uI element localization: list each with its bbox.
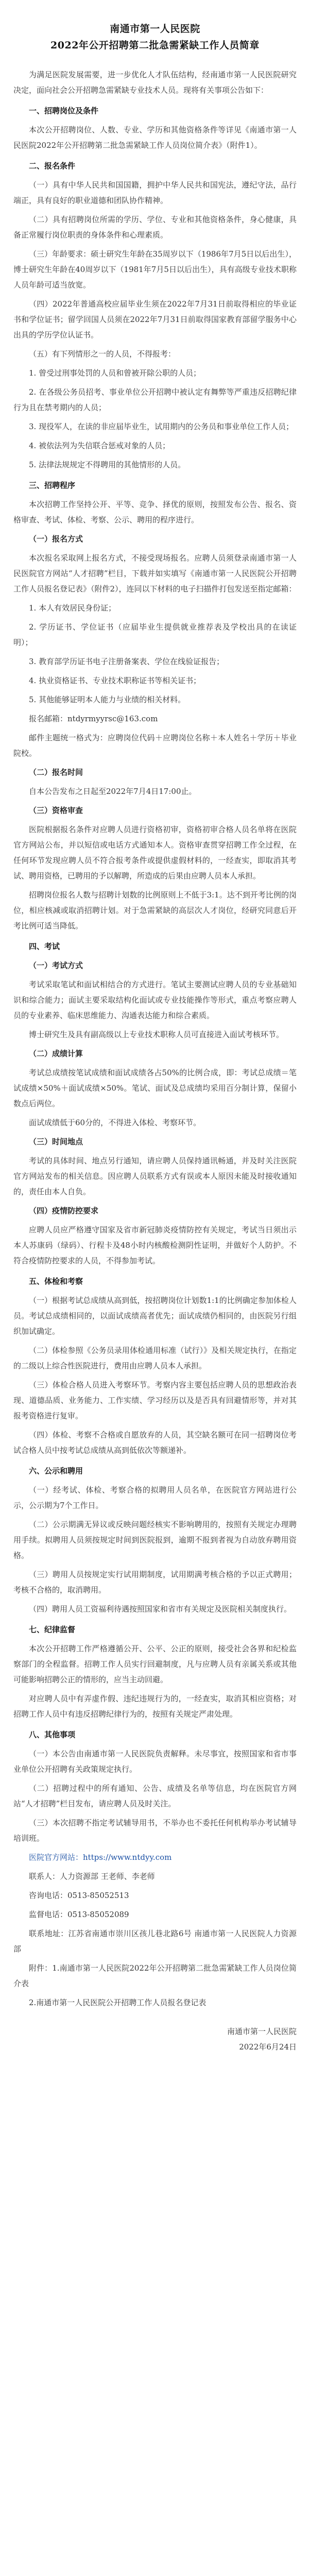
body-paragraph: 为满足医院发展需要，进一步优化人才队伍结构，经南通市第一人民医院研究决定，面向社会公开招聘急需紧缺专业技术人员。现将有关事项公告如下： bbox=[13, 70, 297, 95]
website-paragraph: 医院官方网站：https://www.ntdyy.com bbox=[29, 1853, 172, 1862]
body-paragraph: （一）根据考试总成绩从高到低，按招聘岗位计划数1:1的比例确定参加体检人员。考试总成绩相同的，以面试成绩高者优先；面试成绩仍相同的，由医院另行组织加试确定。 bbox=[13, 1296, 297, 1336]
subsection-heading: （二）报名时间 bbox=[29, 768, 83, 777]
body-paragraph: （二）公示期满无异议或反映问题经核实不影响聘用的，按照有关规定办理聘用手续。拟聘用人员须按规定时间到医院报到，逾期不报到者视为自动放弃聘用资格。 bbox=[13, 1520, 297, 1560]
body-paragraph: （二）招聘过程中的所有通知、公告、成绩及名单等信息，均在医院官方网站“人才招聘”栏目发布，请应聘人员及时关注。 bbox=[13, 1784, 297, 1808]
body-paragraph: 本次招聘工作坚持公开、平等、竞争、择优的原则，按照发布公告、报名、资格审查、考试、体检、考察、公示、聘用的程序进行。 bbox=[13, 500, 297, 524]
signature-block bbox=[13, 2024, 297, 2055]
body-paragraph: 5. 法律法规规定不得聘用的其他情形的人员。 bbox=[29, 460, 186, 469]
body-paragraph: （四）体检、考察不合格或自愿放弃的人员，其空缺名额可在同一招聘岗位考试合格人员中按考试总成绩从高到低依次等额递补。 bbox=[13, 1430, 297, 1455]
subsection-heading: （三）时间地点 bbox=[29, 1137, 83, 1146]
body-paragraph: 监督电话：0513-85052089 bbox=[29, 1910, 129, 1919]
section-heading: 三、招聘程序 bbox=[29, 481, 76, 490]
body-paragraph: 4. 执业资格证书、专业技术职称证书等相关证书； bbox=[29, 676, 201, 685]
body-paragraph: 3. 现役军人，在读的非应届毕业生，试用期内的公务员和事业单位工作人员； bbox=[29, 422, 294, 431]
body-paragraph: 对应聘人员中有弄虚作假、违纪违规行为的，一经查实，取消其相应资格；对招聘工作人员中有违反招聘纪律行为的，按照有关规定严肃处理。 bbox=[13, 1694, 297, 1719]
subsection-heading: （四）疫情防控要求 bbox=[29, 1206, 99, 1215]
body-paragraph: 本次报名采取网上报名方式，不接受现场报名。应聘人员须登录南通市第一人民医院官方网站“人才招聘”栏目，下载并如实填写《南通市第一人民医院公开招聘工作人员报名登记表》（附件2），连同以下材料的电子扫描件打包发送至指定邮箱： bbox=[13, 553, 297, 594]
body-paragraph: 博士研究生及具有副高级以上专业技术职称人员可直接进入面试考核环节。 bbox=[29, 1030, 284, 1039]
body-paragraph: 1. 曾受过刑事处罚的人员和曾被开除公职的人员； bbox=[29, 368, 201, 378]
body-paragraph: 联系地址：江苏省南通市崇川区孩儿巷北路6号 南通市第一人民医院人力资源部 bbox=[13, 1929, 297, 1954]
body-paragraph: （二）具有招聘岗位所需的学历、学位、专业和其他资格条件，身心健康，具备正常履行岗位职责的身体条件和心理素质。 bbox=[13, 215, 297, 240]
signature-org: 南通市第一人民医院 bbox=[227, 2027, 297, 2036]
section-heading: 八、其他事项 bbox=[29, 1730, 76, 1739]
body-paragraph: （四）2022年普通高校应届毕业生须在2022年7月31日前取得相应的毕业证书和学位证书；留学回国人员须在2022年7月31日前取得国家教育部留学服务中心出具的学历学位认证书。 bbox=[13, 299, 297, 340]
section-heading: 四、考试 bbox=[29, 942, 60, 951]
body-paragraph: 附件：1.南通市第一人民医院2022年公开招聘第二批急需紧缺工作人员岗位简介表 bbox=[13, 1963, 297, 1988]
body-paragraph: （二）体检参照《公务员录用体检通用标准（试行）》及相关规定执行，在指定的二级以上综合性医院进行，费用由应聘人员本人承担。 bbox=[13, 1346, 297, 1370]
body-paragraph: 招聘岗位报名人数与招聘计划数的比例原则上不低于3:1。达不到开考比例的岗位，相应核减或取消招聘计划。对于急需紧缺的高层次人才岗位，经研究同意后开考比例可适当降低。 bbox=[13, 890, 297, 930]
title-announcement-name: 2022年公开招聘第二批急需紧缺工作人员简章 bbox=[50, 40, 260, 51]
body-paragraph: （一）经考试、体检、考察合格的拟聘用人员名单，在医院官方网站进行公示，公示期为7个工作日。 bbox=[13, 1485, 297, 1510]
subsection-heading: （一）考试方式 bbox=[29, 961, 83, 970]
subsection-heading: （一）报名方式 bbox=[29, 534, 83, 544]
title-hospital-name: 南通市第一人民医院 bbox=[110, 23, 200, 35]
announcement-title bbox=[13, 21, 297, 54]
announcement-body bbox=[13, 67, 297, 2010]
body-paragraph: （三）体检合格人员进入考察环节。考察内容主要包括应聘人员的思想政治表现、道德品质、业务能力、工作实绩、学习经历以及是否具有回避情形等，并对其报考资格进行复审。 bbox=[13, 1380, 297, 1420]
body-paragraph: 报名邮箱：ntdyrmyyrsc@163.com bbox=[29, 714, 158, 723]
body-paragraph: （一）本公告由南通市第一人民医院负责解释。未尽事宜，按照国家和省市事业单位公开招聘有关政策规定执行。 bbox=[13, 1749, 297, 1774]
body-paragraph: 医院根据报名条件对应聘人员进行资格初审，资格初审合格人员名单将在医院官方网站公布，并以短信或电话方式通知本人。资格审查贯穿招聘工作全过程，在任何环节发现应聘人员不符合报考条件或提供虚假材料的，一经查实，即取消其考试、聘用资格，已聘用的予以解聘，所造成的后果由应聘人员本人承担。 bbox=[13, 825, 297, 880]
section-heading: 五、体检和考察 bbox=[29, 1277, 83, 1286]
body-paragraph: 4. 被依法列为失信联合惩戒对象的人员； bbox=[29, 441, 170, 450]
body-paragraph: 2. 在各级公务员招考、事业单位公开招聘中被认定有舞弊等严重违反招聘纪律行为且在禁考期内的人员； bbox=[13, 387, 297, 412]
body-paragraph: 5. 其他能够证明本人能力与业绩的相关材料。 bbox=[29, 695, 186, 704]
signature-date: 2022年6月24日 bbox=[239, 2042, 297, 2052]
body-paragraph: 考试的具体时间、地点另行通知，请应聘人员保持通讯畅通，并及时关注医院官方网站发布的相关信息。因应聘人员联系方式有误或本人原因未能及时接收通知的，责任由本人自负。 bbox=[13, 1156, 297, 1196]
body-paragraph: 应聘人员应严格遵守国家及省市新冠肺炎疫情防控有关规定，考试当日须出示本人苏康码（绿码）、行程卡及48小时内核酸检测阴性证明，并做好个人防护。不符合疫情防控要求的人员，不得参加考试。 bbox=[13, 1225, 297, 1265]
body-paragraph: 本次公开招聘岗位、人数、专业、学历和其他资格条件等详见《南通市第一人民医院2022年公开招聘第二批急需紧缺工作人员岗位简介表》（附件1）。 bbox=[13, 125, 297, 150]
body-paragraph: 考试采取笔试和面试相结合的方式进行。笔试主要测试应聘人员的专业基础知识和综合能力；面试主要采取结构化面试或专业技能操作等形式，重点考察应聘人员的专业素养、临床思维能力、沟通表达能力和综合素质。 bbox=[13, 980, 297, 1020]
section-heading: 六、公示和聘用 bbox=[29, 1466, 83, 1476]
body-paragraph: （三）本次招聘不指定考试辅导用书，不举办也不委托任何机构举办考试辅导培训班。 bbox=[13, 1818, 297, 1843]
body-paragraph: 3. 教育部学历证书电子注册备案表、学位在线验证报告； bbox=[29, 657, 225, 666]
body-paragraph: （三）聘用人员按规定实行试用期制度，试用期满考核合格的予以正式聘用；考核不合格的，取消聘用。 bbox=[13, 1570, 297, 1595]
body-paragraph: 联系人：人力资源部 王老师、李老师 bbox=[29, 1872, 155, 1881]
body-paragraph: 咨询电话：0513-85052513 bbox=[29, 1891, 129, 1900]
body-paragraph: （四）聘用人员工资福利待遇按照国家和省市有关规定及医院相关制度执行。 bbox=[29, 1604, 292, 1614]
body-paragraph: 面试成绩低于60分的，不得进入体检、考察环节。 bbox=[29, 1118, 201, 1127]
body-paragraph: 1. 本人有效居民身份证； bbox=[29, 603, 116, 613]
body-paragraph: 2.南通市第一人民医院公开招聘工作人员报名登记表 bbox=[29, 1998, 206, 2007]
body-paragraph: 考试总成绩按笔试成绩和面试成绩各占50%的比例合成，即：考试总成绩＝笔试成绩×50%＋面试成绩×50%。笔试、面试及总成绩均采用百分制计算，保留小数点后两位。 bbox=[13, 1068, 297, 1108]
body-paragraph: （一）具有中华人民共和国国籍，拥护中华人民共和国宪法，遵纪守法，品行端正，具有良好的职业道德和团队协作精神。 bbox=[13, 180, 297, 205]
body-paragraph: 本次公开招聘工作严格遵循公开、公平、公正的原则，接受社会各界和纪检监察部门的全程监督。招聘工作人员实行回避制度，凡与应聘人员有亲属关系或其他可能影响招聘公正的情形的，应当主动回避。 bbox=[13, 1644, 297, 1684]
section-heading: 一、招聘岗位及条件 bbox=[29, 106, 99, 115]
body-paragraph: （五）有下列情形之一的人员，不得报考： bbox=[29, 349, 176, 359]
subsection-heading: （二）成绩计算 bbox=[29, 1049, 83, 1058]
section-heading: 七、纪律监督 bbox=[29, 1625, 76, 1634]
body-paragraph: 邮件主题统一格式为：应聘岗位代码＋应聘岗位名称＋本人姓名＋学历＋毕业院校。 bbox=[13, 733, 297, 758]
subsection-heading: （三）资格审查 bbox=[29, 806, 83, 815]
body-paragraph: 2. 学历证书、学位证书（应届毕业生提供就业推荐表及学校出具的在读证明）； bbox=[13, 622, 297, 647]
body-paragraph: （三）年龄要求：硕士研究生年龄在35周岁以下（1986年7月5日以后出生），博士研究生年龄在40周岁以下（1981年7月5日以后出生），具有高级专业技术职称人员年龄可适当放宽。 bbox=[13, 249, 297, 290]
section-heading: 二、报名条件 bbox=[29, 161, 76, 171]
body-paragraph: 自本公告发布之日起至2022年7月4日17:00止。 bbox=[29, 787, 197, 796]
